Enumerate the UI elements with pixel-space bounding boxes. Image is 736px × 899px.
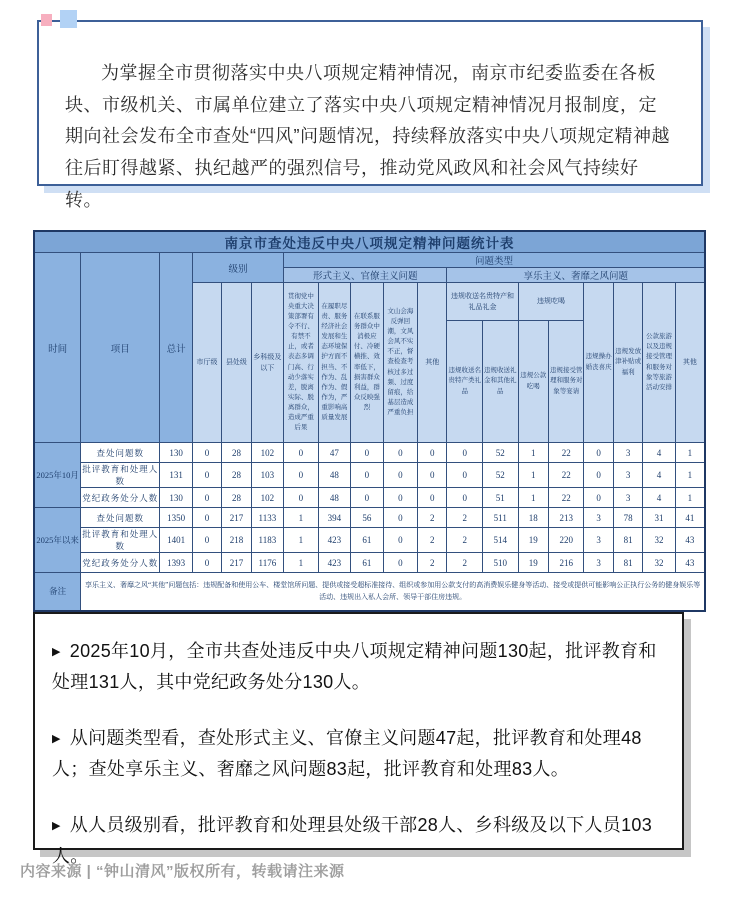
value-cell: 0: [192, 553, 221, 573]
value-cell: 0: [584, 488, 613, 508]
value-cell: 0: [192, 463, 221, 488]
value-cell: 3: [613, 463, 642, 488]
value-cell: 48: [318, 488, 350, 508]
pink-square-decoration: [41, 14, 52, 26]
value-cell: 0: [418, 488, 447, 508]
value-cell: 43: [675, 528, 705, 553]
value-cell: 3: [584, 553, 613, 573]
col-header-problem-type: 问题类型: [284, 253, 705, 268]
value-cell: 1: [518, 488, 548, 508]
table-row: [34, 553, 705, 573]
col-header-formalism: 形式主义、官僚主义问题: [284, 268, 447, 283]
value-cell: 0: [383, 553, 418, 573]
period-cell: 2025年以来: [34, 508, 81, 573]
col-header-formalism-2: 在履职尽责、服务经济社会发展和生态环境保护方面不担当、不作为、乱作为、假作为，严重影响高质量发展: [318, 283, 350, 443]
value-cell: 213: [548, 508, 584, 528]
value-cell: 4: [643, 463, 675, 488]
value-cell: 0: [418, 463, 447, 488]
table-title: 南京市查处违反中央八项规定精神问题统计表: [34, 231, 705, 253]
value-cell: 1: [284, 528, 319, 553]
value-cell: 4: [643, 488, 675, 508]
intro-paragraph: 为掌握全市贯彻落实中央八项规定精神情况，南京市纪委监委在各板块、市级机关、市属单位建立了落实中央八项规定精神情况月报制度，定期向社会发布全市查处“四风”问题情况，持续释放落实中央八项规定精神越往后盯得越紧、执纪越严的强烈信号，推动党风政风和社会风气持续好转。: [65, 63, 670, 210]
value-cell: 510: [483, 553, 519, 573]
col-header-travel: 公款旅游以及违规接受管理和服务对象等旅游活动安排: [643, 283, 675, 443]
value-cell: 3: [613, 488, 642, 508]
remark-row: [34, 573, 705, 611]
col-header-item: 项目: [81, 253, 160, 443]
table-body: [34, 443, 705, 573]
value-cell: 51: [483, 488, 519, 508]
col-header-formalism-3: 在联系服务群众中消极应付、冷硬横推、效率低下，损害群众利益，群众反映强烈: [351, 283, 383, 443]
col-header-total: 总计: [160, 253, 192, 443]
value-cell: 2: [447, 553, 483, 573]
value-cell: 394: [318, 508, 350, 528]
value-cell: 102: [251, 443, 283, 463]
value-cell: 1: [284, 553, 319, 573]
value-cell: 217: [222, 508, 251, 528]
col-header-level-city: 市厅级: [192, 283, 221, 443]
value-cell: 1: [518, 443, 548, 463]
row-label: 批评教育和处理人数: [82, 464, 159, 486]
table-row: [34, 488, 705, 508]
table-title-row: [34, 231, 705, 253]
blue-square-decoration: [60, 10, 77, 28]
col-header-public-dining: 违规公款吃喝: [518, 321, 548, 443]
value-cell: 48: [318, 463, 350, 488]
value-cell: 47: [318, 443, 350, 463]
triangle-bullet-icon: ▶: [52, 646, 61, 658]
value-cell: 130: [160, 443, 192, 463]
value-cell: 61: [351, 528, 383, 553]
value-cell: 3: [613, 443, 642, 463]
value-cell: 1401: [160, 528, 192, 553]
value-cell: 52: [483, 443, 519, 463]
col-header-hedonism: 享乐主义、奢靡之风问题: [447, 268, 705, 283]
summary-box: [33, 612, 684, 866]
value-cell: 41: [675, 508, 705, 528]
value-cell: 2: [418, 508, 447, 528]
value-cell: 43: [675, 553, 705, 573]
value-cell: 0: [447, 443, 483, 463]
value-cell: 0: [351, 463, 383, 488]
value-cell: 0: [447, 463, 483, 488]
value-cell: 1350: [160, 508, 192, 528]
value-cell: 0: [383, 528, 418, 553]
value-cell: 130: [160, 488, 192, 508]
col-header-formalism-other: 其他: [418, 283, 447, 443]
table-row: [34, 508, 705, 528]
value-cell: 3: [584, 528, 613, 553]
col-header-level-county: 县处级: [222, 283, 251, 443]
table-row: [34, 528, 705, 553]
value-cell: 56: [351, 508, 383, 528]
value-cell: 28: [222, 488, 251, 508]
value-cell: 22: [548, 443, 584, 463]
value-cell: 0: [584, 443, 613, 463]
header-row-groups: [34, 253, 705, 268]
value-cell: 0: [192, 443, 221, 463]
bullet-item: [52, 636, 665, 697]
value-cell: 0: [351, 443, 383, 463]
value-cell: 3: [584, 508, 613, 528]
value-cell: 0: [351, 488, 383, 508]
value-cell: 2: [447, 528, 483, 553]
value-cell: 218: [222, 528, 251, 553]
value-cell: 1: [675, 488, 705, 508]
value-cell: 2: [447, 508, 483, 528]
value-cell: 131: [160, 463, 192, 488]
col-header-weddings: 违规操办婚丧喜庆: [584, 283, 613, 443]
value-cell: 0: [192, 488, 221, 508]
col-header-banquets: 违规接受管理和服务对象等宴请: [548, 321, 584, 443]
triangle-bullet-icon: ▶: [52, 820, 61, 833]
col-header-allowances: 违规发放津补贴或福利: [613, 283, 642, 443]
value-cell: 0: [383, 488, 418, 508]
remark-text: 享乐主义、奢靡之风“其他”问题包括：违规配备和使用公车、楼堂馆所问题、提供或接受超标准接待、组织或参加用公款支付的高消费娱乐健身等活动、接受或提供可能影响公正执行公务的健身娱乐等活动、违规出入私人会所、领导干部住房违规。: [81, 573, 705, 611]
value-cell: 0: [192, 508, 221, 528]
col-header-gift-money: 违规收送礼金和其他礼品: [483, 321, 519, 443]
col-header-gift-group: 违规收送名贵特产和礼品礼金: [447, 283, 518, 321]
value-cell: 2: [418, 528, 447, 553]
value-cell: 1: [675, 443, 705, 463]
statistics-table: [33, 230, 706, 612]
row-label: 查处问题数: [81, 508, 160, 528]
table-row: [34, 463, 705, 488]
row-label: 党纪政务处分人数: [81, 488, 160, 508]
value-cell: 19: [518, 528, 548, 553]
value-cell: 102: [251, 488, 283, 508]
value-cell: 220: [548, 528, 584, 553]
value-cell: 22: [548, 488, 584, 508]
value-cell: 28: [222, 443, 251, 463]
value-cell: 0: [418, 443, 447, 463]
row-label: 批评教育和处理人数: [82, 529, 159, 551]
value-cell: 28: [222, 463, 251, 488]
table-row: [34, 443, 705, 463]
remark-label: 备注: [34, 573, 81, 611]
bullet-text: 从问题类型看，查处形式主义、官僚主义问题47起，批评教育和处理48人；查处享乐主义、奢靡之风问题83起，批评教育和处理83人。: [52, 728, 642, 779]
value-cell: 0: [383, 443, 418, 463]
value-cell: 31: [643, 508, 675, 528]
col-header-formalism-4: 文山会海反弹回潮，文风会风不实不正，督查检查考核过多过频、过度留痕，给基层造成严重负担: [383, 283, 418, 443]
value-cell: 32: [643, 528, 675, 553]
row-label: 党纪政务处分人数: [81, 553, 160, 573]
footer-credit: 内容来源 | “钟山清风”版权所有，转载请注来源: [20, 863, 345, 880]
value-cell: 61: [351, 553, 383, 573]
value-cell: 1393: [160, 553, 192, 573]
period-cell: 2025年10月: [34, 443, 81, 508]
value-cell: 19: [518, 553, 548, 573]
value-cell: 1: [284, 508, 319, 528]
value-cell: 0: [447, 488, 483, 508]
value-cell: 1133: [251, 508, 283, 528]
value-cell: 0: [284, 488, 319, 508]
value-cell: 423: [318, 528, 350, 553]
col-header-dining-group: 违规吃喝: [518, 283, 584, 321]
value-cell: 4: [643, 443, 675, 463]
value-cell: 423: [318, 553, 350, 573]
value-cell: 103: [251, 463, 283, 488]
value-cell: 514: [483, 528, 519, 553]
intro-box: [37, 20, 703, 210]
value-cell: 78: [613, 508, 642, 528]
value-cell: 22: [548, 463, 584, 488]
col-header-level-township: 乡科级及以下: [251, 283, 283, 443]
value-cell: 0: [383, 508, 418, 528]
value-cell: 1: [518, 463, 548, 488]
value-cell: 1176: [251, 553, 283, 573]
value-cell: 81: [613, 553, 642, 573]
col-header-hedonism-other: 其他: [675, 283, 705, 443]
value-cell: 32: [643, 553, 675, 573]
value-cell: 52: [483, 463, 519, 488]
col-header-level: 级别: [192, 253, 283, 283]
col-header-gift-specialty: 违规收送名贵特产类礼品: [447, 321, 483, 443]
col-header-time: 时间: [34, 253, 81, 443]
bullet-text: 从人员级别看，批评教育和处理县处级干部28人、乡科级及以下人员103人。: [52, 815, 653, 866]
bullet-text: 2025年10月，全市共查处违反中央八项规定精神问题130起，批评教育和处理131人，其中党纪政务处分130人。: [52, 641, 657, 692]
value-cell: 18: [518, 508, 548, 528]
value-cell: 81: [613, 528, 642, 553]
value-cell: 1: [675, 463, 705, 488]
value-cell: 216: [548, 553, 584, 573]
col-header-formalism-1: 贯彻党中央重大决策部署有令不行、有禁不止，或者表态多调门高、行动少落实差，脱离实际、脱离群众，造成严重后果: [284, 283, 319, 443]
value-cell: 1183: [251, 528, 283, 553]
triangle-bullet-icon: ▶: [52, 733, 61, 746]
bullet-item: [52, 723, 665, 784]
value-cell: 0: [584, 463, 613, 488]
value-cell: 0: [284, 443, 319, 463]
row-label: 查处问题数: [81, 443, 160, 463]
value-cell: 0: [192, 528, 221, 553]
value-cell: 511: [483, 508, 519, 528]
table-remark: [34, 573, 705, 611]
value-cell: 0: [383, 463, 418, 488]
value-cell: 2: [418, 553, 447, 573]
value-cell: 217: [222, 553, 251, 573]
value-cell: 0: [284, 463, 319, 488]
